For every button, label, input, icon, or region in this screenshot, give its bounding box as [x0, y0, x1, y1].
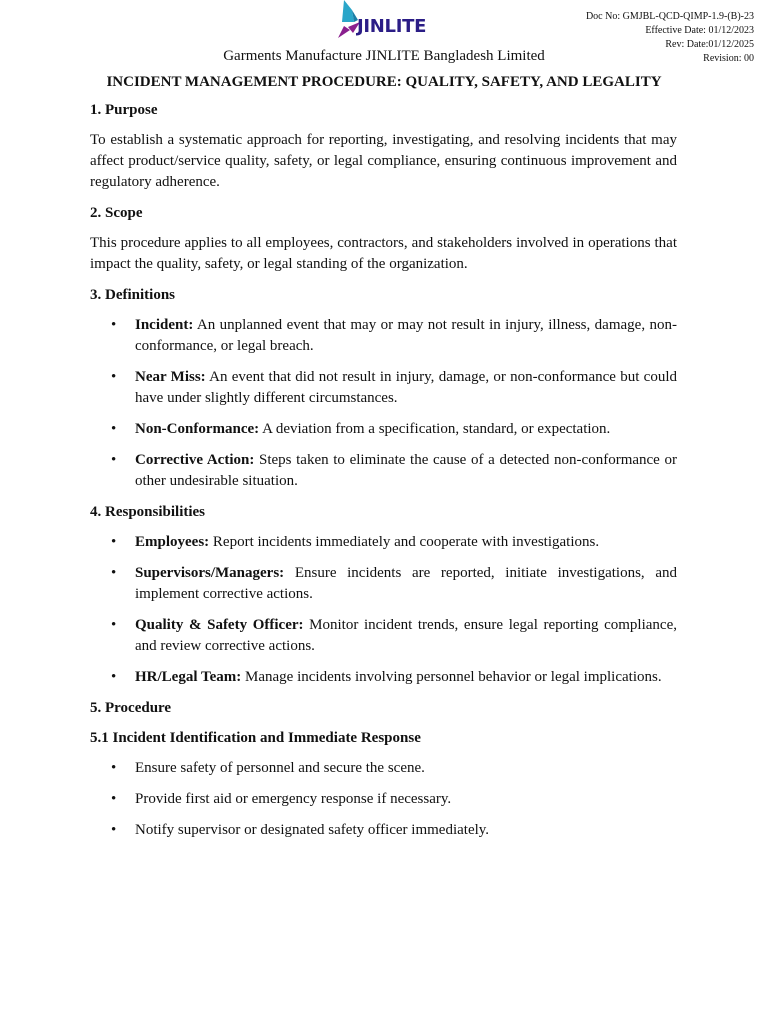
- responsibility-text: Ensure incidents are reported, initiate investigations, and implement corrective actions.: [135, 565, 677, 602]
- responsibility-text: Monitor incident trends, ensure legal reporting compliance, and review corrective actions.: [135, 617, 677, 654]
- effective-date: Effective Date: 01/12/2023: [645, 25, 754, 36]
- procedure-step: • Ensure safety of personnel and secure the scene.: [90, 758, 677, 779]
- responsibility-role: Employees:: [135, 534, 210, 550]
- definition-item: [90, 419, 677, 440]
- responsibility-role: HR/Legal Team:: [135, 669, 242, 685]
- procedure-steps-list: [90, 758, 677, 841]
- definition-term: Non-Conformance:: [135, 421, 260, 437]
- definition-item: [90, 315, 677, 357]
- responsibility-text: Manage incidents involving personnel behavior or legal implications.: [241, 669, 662, 685]
- revision-number: Revision: 00: [703, 53, 754, 64]
- section-heading-scope: 2. Scope: [90, 205, 143, 221]
- purpose-text: To establish a systematic approach for reporting, investigating, and resolving incidents that may affect product/service quality, safety, or legal compliance, ensuring continuous improvement and regulatory adherence.: [90, 132, 677, 190]
- definition-term: Near Miss:: [135, 369, 206, 385]
- subsection-heading-incident-identification: 5.1 Incident Identification and Immediate Response: [90, 730, 421, 746]
- definition-term: Incident:: [135, 317, 194, 333]
- responsibility-item: [90, 615, 677, 657]
- section-heading-responsibilities: 4. Responsibilities: [90, 504, 206, 520]
- responsibility-role: Quality & Safety Officer:: [135, 617, 304, 633]
- procedure-step: • Notify supervisor or designated safety officer immediately.: [90, 820, 677, 841]
- responsibility-text: Report incidents immediately and cooperate with investigations.: [209, 534, 600, 550]
- revision-date: Rev: Date:01/12/2025: [665, 39, 754, 50]
- company-logo: [338, 0, 432, 42]
- section-heading-purpose: 1. Purpose: [90, 102, 158, 118]
- definition-text: An unplanned event that may or may not result in injury, illness, damage, non-conformance, or legal breach.: [135, 317, 677, 354]
- definition-item: [90, 450, 677, 492]
- section-heading-procedure: 5. Procedure: [90, 700, 172, 716]
- procedure-step: • Provide first aid or emergency response if necessary.: [90, 789, 677, 810]
- company-name: Garments Manufacture JINLITE Bangladesh Limited: [223, 48, 545, 64]
- definition-item: [90, 367, 677, 409]
- scope-text: This procedure applies to all employees, contractors, and stakeholders involved in operations that impact the quality, safety, or legal standing of the organization.: [90, 235, 677, 272]
- responsibility-item: [90, 563, 677, 605]
- document-title: INCIDENT MANAGEMENT PROCEDURE: QUALITY, SAFETY, AND LEGALITY: [106, 74, 662, 90]
- definition-text: An event that did not result in injury, damage, or non-conformance but could have under slightly different circumstances.: [135, 369, 678, 406]
- definitions-list: [90, 315, 677, 492]
- document-body: [90, 100, 677, 851]
- responsibility-item: [90, 532, 677, 553]
- definition-term: Corrective Action:: [135, 452, 255, 468]
- responsibility-role: Supervisors/Managers:: [135, 565, 285, 581]
- section-heading-definitions: 3. Definitions: [90, 287, 176, 303]
- responsibility-item: [90, 667, 677, 688]
- definition-text: A deviation from a specification, standard, or expectation.: [259, 421, 611, 437]
- doc-number: Doc No: GMJBL-QCD-QIMP-1.9-(B)-23: [585, 11, 754, 22]
- logo-text: JINLITE: [357, 16, 427, 37]
- responsibilities-list: [90, 532, 677, 688]
- definition-text: Steps taken to eliminate the cause of a detected non-conformance or other undesirable situation.: [135, 452, 677, 489]
